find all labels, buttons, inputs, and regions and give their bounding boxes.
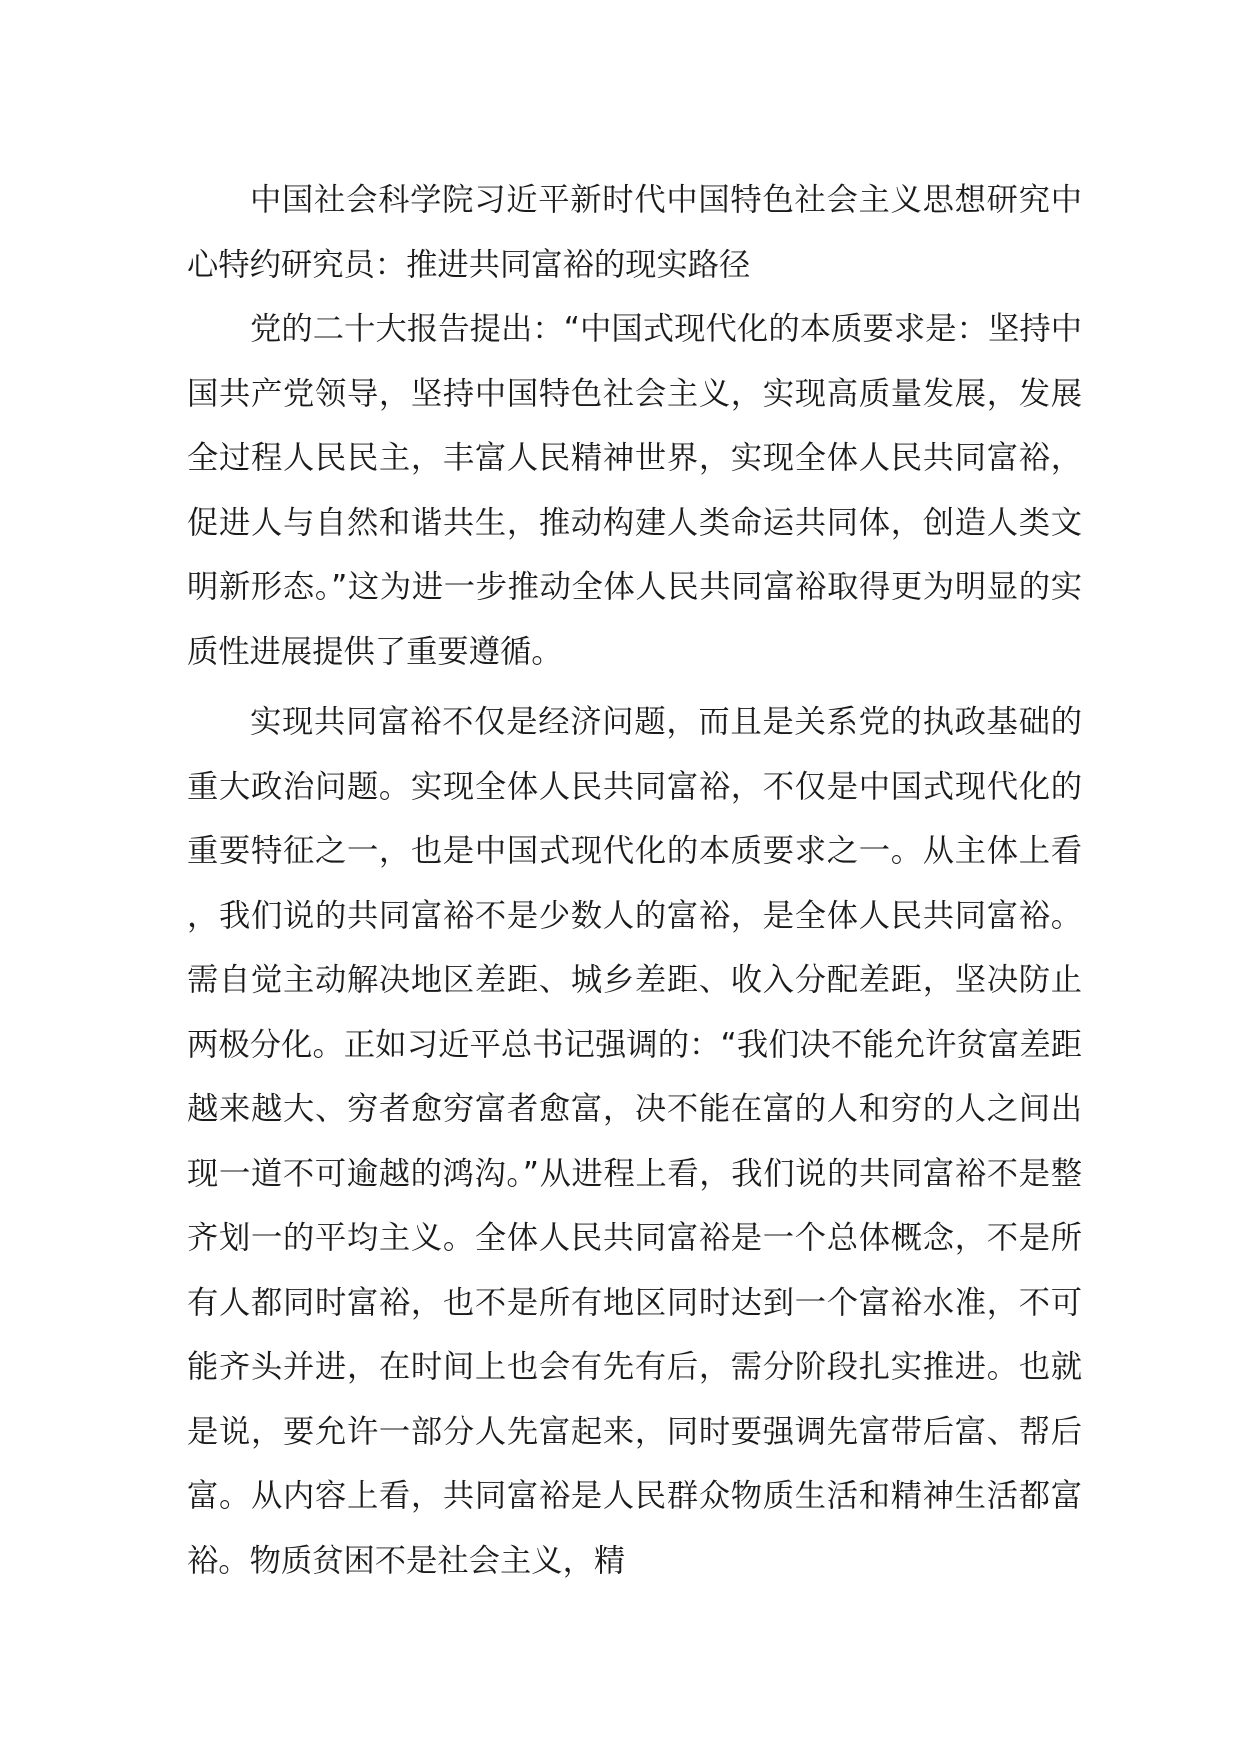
paragraph-2: 实现共同富裕不仅是经济问题，而且是关系党的执政基础的重大政治问题。实现全体人民共同富裕，不仅是中国式现代化的重要特征之一，也是中国式现代化的本质要求之一。从主体上看，我们说的共同富裕不是少数人的富裕，是全体人民共同富裕。需自觉主动解决地区差距、城乡差距、收入分配差距，坚决防止两极分化。正如习近平总书记强调的：“我们决不能允许贫富差距越来越大、穷者愈穷富者愈富，决不能在富的人和穷的人之间出现一道不可逾越的鸿沟。”从进程上看，我们说的共同富裕不是整齐划一的平均主义。全体人民共同富裕是一个总体概念，不是所有人都同时富裕，也不是所有地区同时达到一个富裕水准，不可能齐头并进，在时间上也会有先有后，需分阶段扎实推进。也就是说，要允许一部分人先富起来，同时要强调先富带后富、帮后富。从内容上看，共同富裕是人民群众物质生活和精神生活都富裕。物质贫困不是社会主义，精 xyxy=(187,704,1082,1579)
paragraph-1: 党的二十大报告提出：“中国式现代化的本质要求是：坚持中国共产党领导，坚持中国特色社会主义，实现高质量发展，发展全过程人民民主，丰富人民精神世界，实现全体人民共同富裕，促进人与自然和谐共生，推动构建人类命运共同体，创造人类文明新形态。”这为进一步推动全体人民共同富裕取得更为明显的实质性进展提供了重要遵循。 xyxy=(187,311,1082,670)
document-title: 中国社会科学院习近平新时代中国特色社会主义思想研究中心特约研究员：推进共同富裕的现实路径 xyxy=(187,182,1082,283)
document-body xyxy=(187,168,1082,1593)
